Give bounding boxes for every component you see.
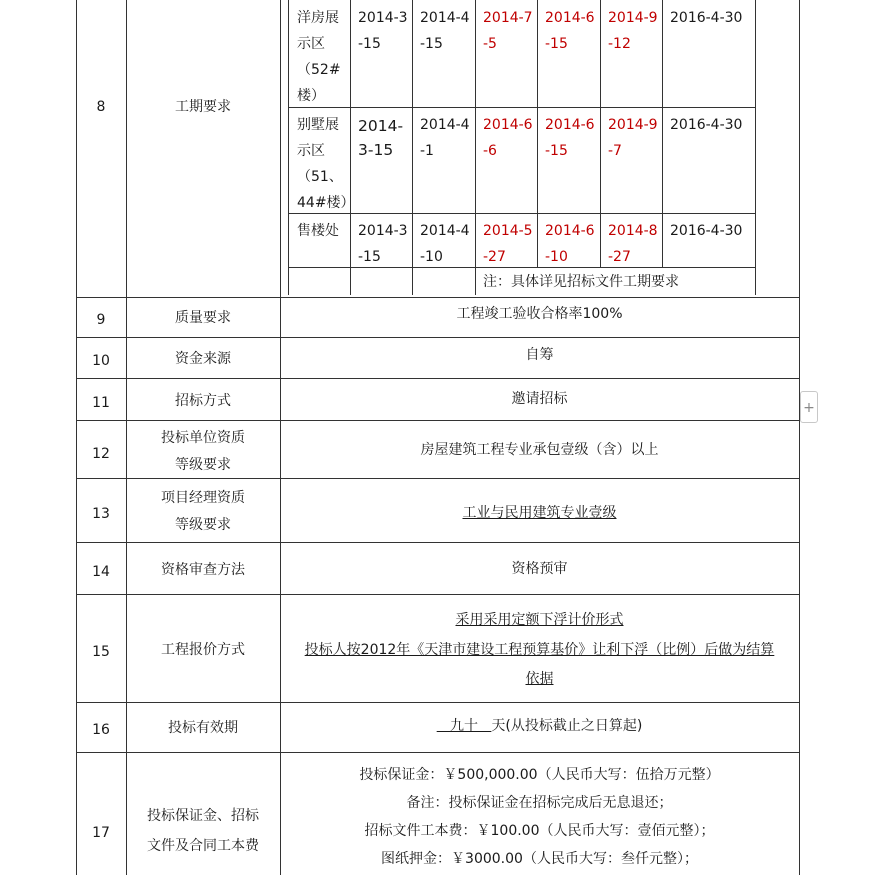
- table-border: [799, 420, 800, 478]
- date-cell: 2014-6: [545, 10, 595, 26]
- date-cell: 2014-3: [358, 223, 408, 239]
- table-border: [799, 594, 800, 702]
- date-cell: -27: [608, 249, 631, 265]
- row-content: 工程竣工验收合格率100%: [456, 306, 623, 322]
- table-border: [350, 0, 351, 295]
- date-cell: -1: [420, 143, 434, 159]
- row-number: 13: [92, 505, 110, 522]
- row-item-label: 招标方式: [175, 393, 231, 409]
- date-cell: 3-15: [358, 141, 394, 159]
- row-number: 15: [92, 644, 110, 660]
- date-cell: -15: [420, 36, 443, 52]
- date-cell: -15: [358, 249, 381, 265]
- row-item-label: 工期要求: [175, 99, 231, 115]
- date-cell: -12: [608, 36, 631, 52]
- date-cell: -7: [608, 143, 622, 159]
- row-item-label: 文件及合同工本费: [147, 838, 259, 854]
- table-border: [76, 752, 800, 753]
- row-content: 资格预审: [511, 561, 568, 577]
- row-content: 采用采用定额下浮计价形式: [455, 612, 624, 628]
- row-content: 邀请招标: [511, 391, 568, 407]
- date-cell: 2014-9: [608, 117, 658, 133]
- add-icon[interactable]: +: [800, 391, 818, 423]
- sub-row-name: 洋房展: [297, 10, 339, 26]
- table-border: [412, 0, 413, 295]
- table-border: [76, 0, 77, 875]
- table-border: [76, 297, 800, 298]
- table-border: [799, 0, 800, 297]
- row-content: 房屋建筑工程专业承包壹级（含）以上: [420, 442, 659, 458]
- table-border: [76, 478, 800, 479]
- row-number: 11: [92, 395, 110, 411]
- sub-row-name: （52#: [297, 62, 341, 78]
- date-cell: -10: [545, 249, 568, 265]
- row-item-label: 投标保证金、招标: [147, 808, 259, 824]
- row-item-label: 工程报价方式: [161, 642, 245, 658]
- table-border: [799, 478, 800, 542]
- row-number: 14: [92, 564, 110, 580]
- row-number: 17: [92, 825, 110, 841]
- sub-row-name: （51、: [297, 169, 343, 185]
- table-border: [799, 542, 800, 594]
- row-content: [280, 713, 799, 739]
- date-cell: 2016-4-30: [670, 117, 743, 133]
- table-border: [76, 702, 800, 703]
- row-item-label: 投标有效期: [168, 720, 238, 736]
- sub-row-name: 别墅展: [297, 117, 339, 133]
- table-border: [288, 0, 289, 295]
- row-item-label: 项目经理资质: [161, 490, 245, 506]
- sub-row-name: 示区: [297, 143, 325, 159]
- date-cell: -15: [358, 36, 381, 52]
- date-cell: -6: [483, 143, 497, 159]
- row-item-label: 质量要求: [175, 310, 231, 326]
- date-cell: 2014-9: [608, 10, 658, 26]
- date-cell: 2014-4: [420, 10, 470, 26]
- row-number: 16: [92, 722, 110, 738]
- date-cell: -10: [420, 249, 443, 265]
- table-border: [76, 420, 800, 421]
- sub-row-name: 44#楼）: [297, 195, 355, 211]
- sub-row-name: 楼）: [297, 88, 325, 104]
- date-cell: 2014-6: [545, 117, 595, 133]
- table-border: [475, 0, 476, 295]
- date-cell: 2014-: [358, 117, 404, 135]
- table-border: [537, 0, 538, 267]
- date-cell: 2014-7: [483, 10, 533, 26]
- date-cell: 2014-5: [483, 223, 533, 239]
- row-content: 自筹: [525, 347, 554, 363]
- row-item-label: 等级要求: [175, 517, 231, 533]
- row-content: 工业与民用建筑专业壹级: [462, 505, 617, 521]
- row-number: 10: [92, 353, 110, 369]
- row-item-label: 资金来源: [175, 351, 231, 367]
- row-item-label: 等级要求: [175, 457, 231, 473]
- table-border: [76, 378, 800, 379]
- sub-row-name: 示区: [297, 36, 325, 52]
- table-border: [755, 0, 756, 295]
- schedule-note: 注：具体详见招标文件工期要求: [483, 274, 679, 290]
- table-border: [799, 297, 800, 337]
- date-cell: 2016-4-30: [670, 10, 743, 26]
- table-border: [799, 702, 800, 752]
- row-content: 招标文件工本费：￥100.00（人民币大写：壹佰元整）；: [364, 823, 715, 839]
- row-number: 8: [96, 99, 106, 115]
- sub-row-name: 售楼处: [297, 223, 339, 239]
- row-number: 12: [92, 445, 110, 462]
- validity-days: 九十: [436, 718, 492, 734]
- table-border: [662, 0, 663, 267]
- date-cell: 2014-6: [545, 223, 595, 239]
- row-content: 投标保证金：￥500,000.00（人民币大写：伍拾万元整）: [359, 767, 720, 783]
- table-border: [600, 0, 601, 267]
- date-cell: 2016-4-30: [670, 223, 743, 239]
- table-border: [76, 337, 800, 338]
- date-cell: 2014-4: [420, 117, 470, 133]
- date-cell: -15: [545, 36, 568, 52]
- row-item-label: 投标单位资质: [161, 430, 245, 446]
- table-border: [76, 542, 800, 543]
- date-cell: 2014-8: [608, 223, 658, 239]
- table-border: [799, 752, 800, 875]
- table-border: [799, 337, 800, 378]
- date-cell: 2014-4: [420, 223, 470, 239]
- date-cell: 2014-3: [358, 10, 408, 26]
- date-cell: -15: [545, 143, 568, 159]
- table-border: [76, 594, 800, 595]
- row-content: 投标人按2012年《天津市建设工程预算基价》让利下浮（比例）后做为结算: [304, 642, 775, 658]
- date-cell: 2014-6: [483, 117, 533, 133]
- row-content: 依据: [525, 671, 554, 687]
- row-content: 备注：投标保证金在招标完成后无息退还；: [406, 795, 673, 811]
- validity-note: 天(从投标截止之日算起): [491, 718, 643, 734]
- table-border: [288, 213, 756, 214]
- row-content: 图纸押金：￥3000.00（人民币大写：叁仟元整）；: [381, 851, 698, 867]
- row-item-label: 资格审查方法: [161, 562, 245, 578]
- date-cell: -27: [483, 249, 506, 265]
- date-cell: -5: [483, 36, 497, 52]
- table-border: [288, 107, 756, 108]
- row-number: 9: [96, 312, 106, 328]
